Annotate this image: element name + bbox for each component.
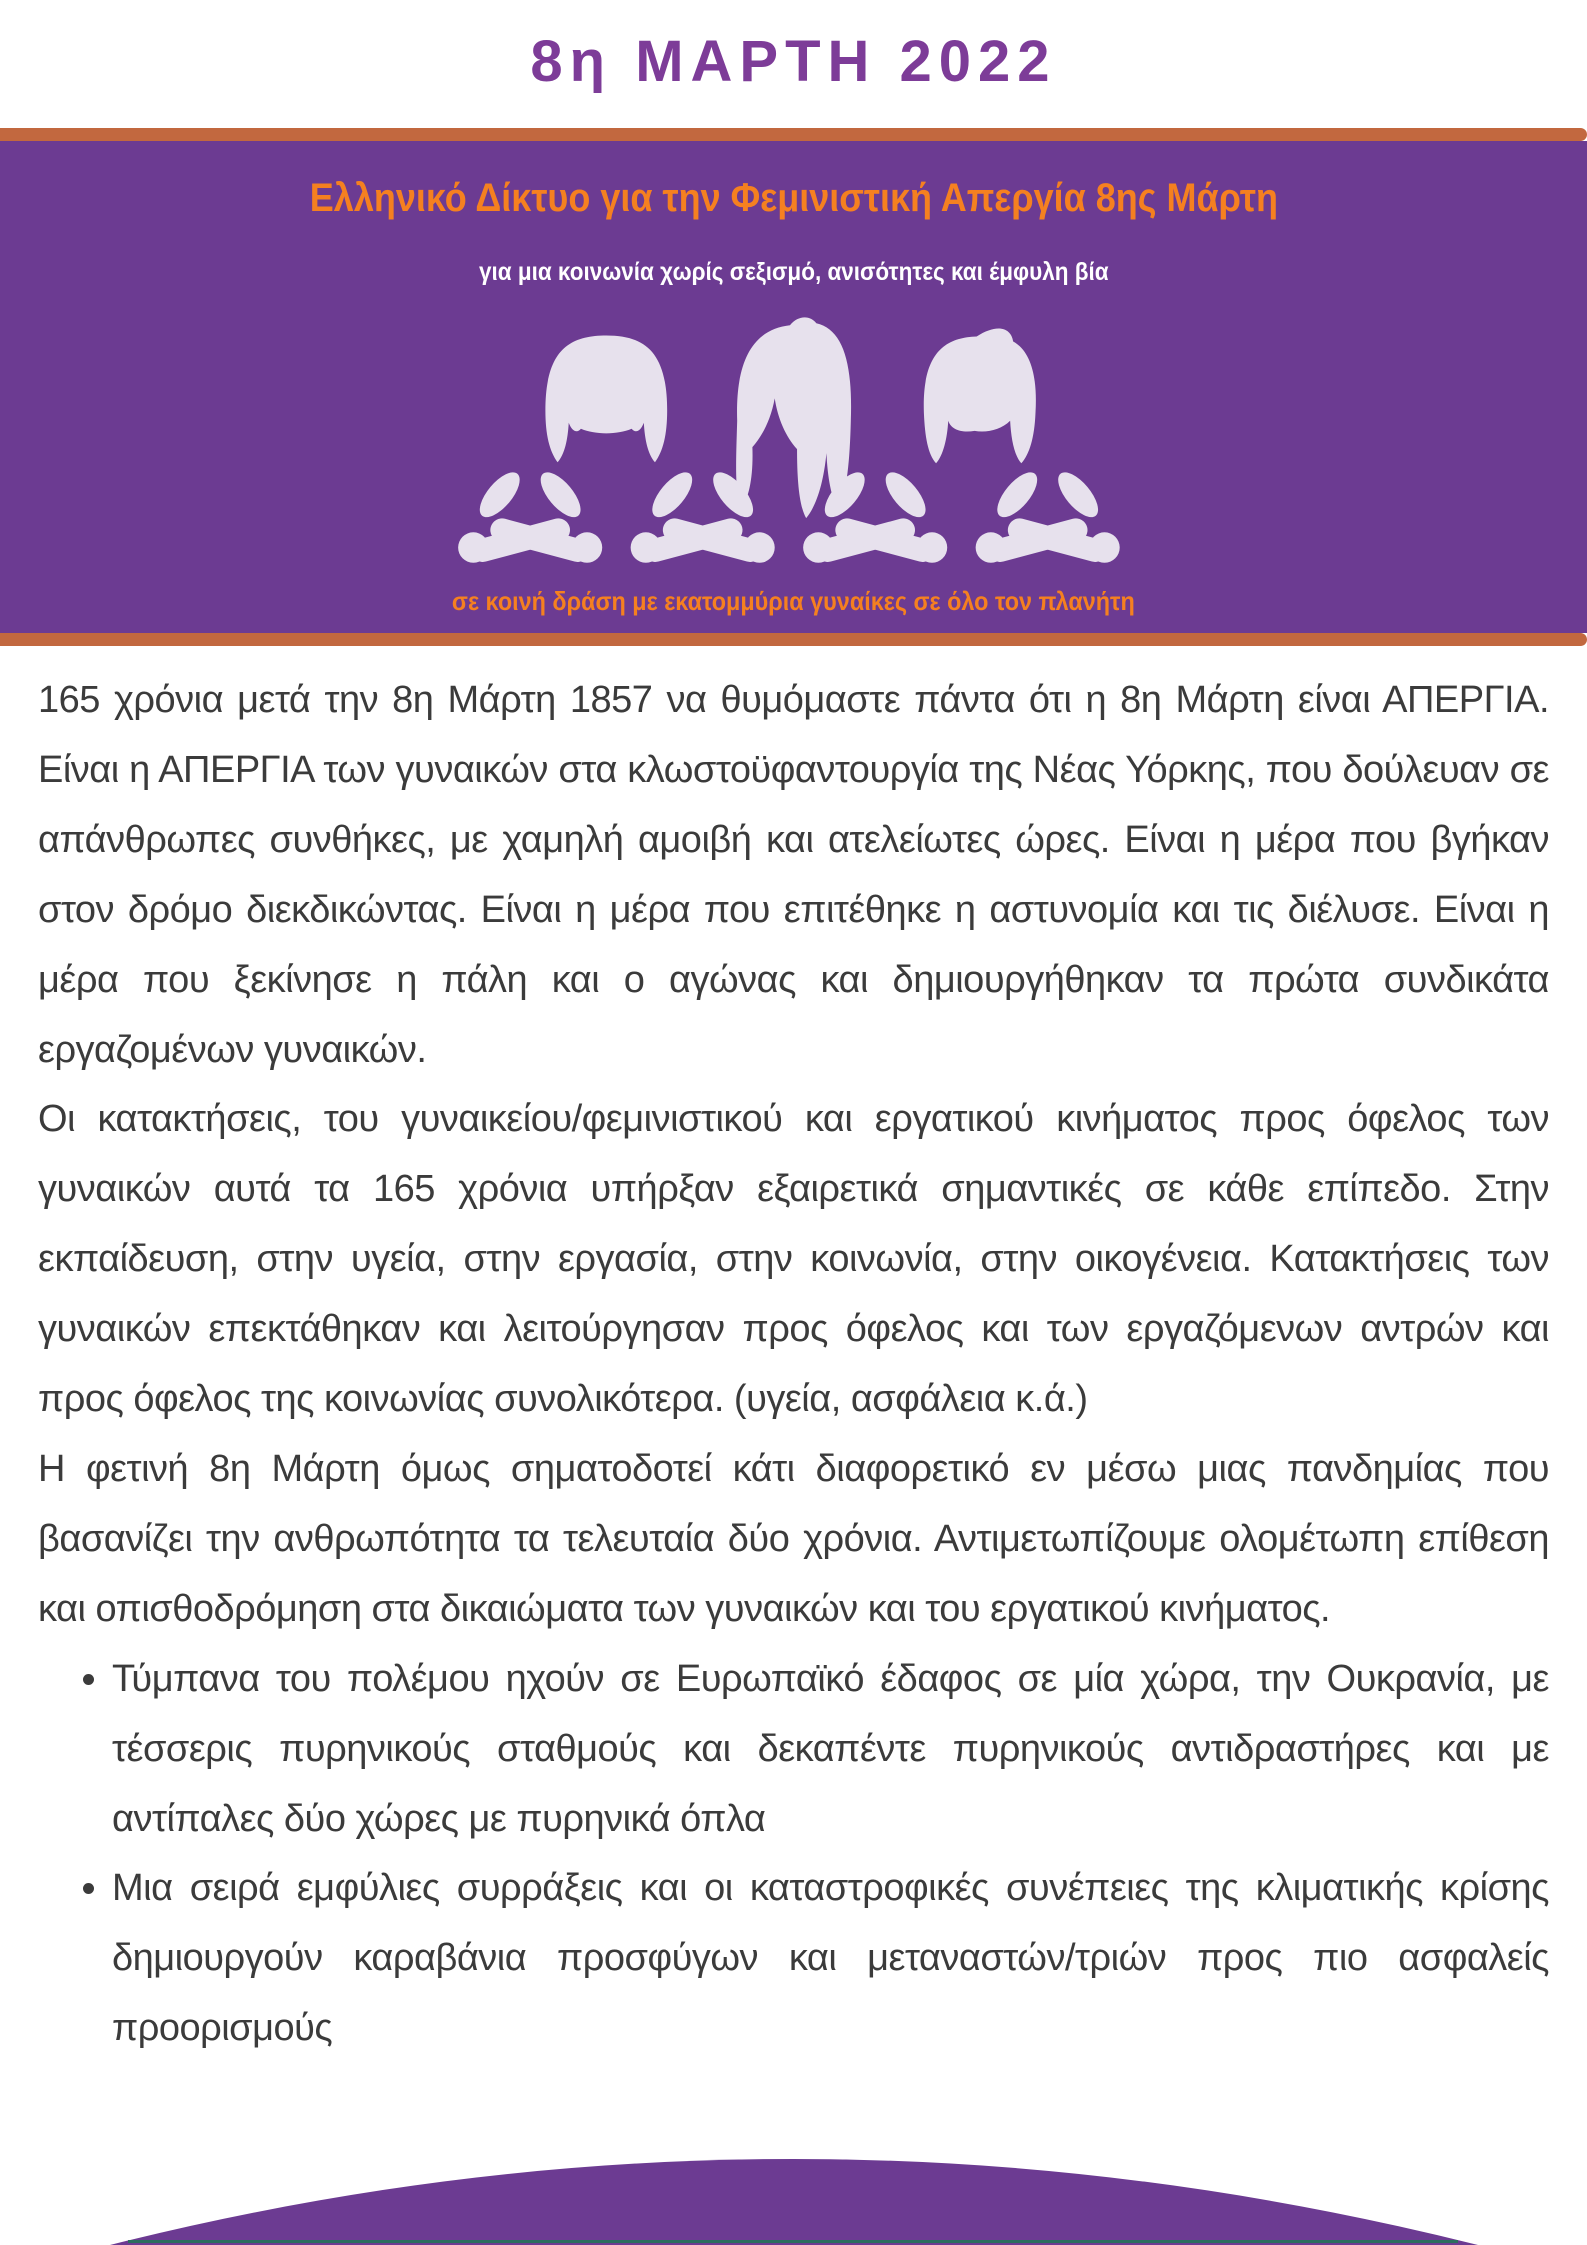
hair-long-silhouette [736,317,851,518]
hair-bob-silhouette [545,335,667,462]
bullet-list [38,1645,1549,2064]
body-text [0,666,1587,2064]
banner-top-bar [0,128,1587,141]
women-fists-illustration [449,309,1139,575]
paragraph-achievements: Οι κατακτήσεις, του γυναικείου/φεμινιστικού και εργατικού κινήματος προς όφελος των γυναικών αυτά τα 165 χρόνια υπήρξαν εξαιρετικά σημαντικές σε κάθε επίπεδο. Στην εκπαίδευση, στην υγεία, στην εργασία, στην κοινωνία, στην οικογένεια. Κατακτήσεις των γυναικών επεκτάθηκαν και λειτούργησαν προς όφελος και των εργαζόμενων αντρών και προς όφελος της κοινωνίας συνολικότερα. (υγεία, ασφάλεια κ.ά.) [38,1098,1549,1421]
hair-silhouettes [545,317,1035,518]
banner-heading [0,175,1587,221]
banner-subheading [0,257,1587,287]
banner-heading-text: Ελληνικό Δίκτυο για την Φεμινιστική Απεργία 8ης Μάρτη [309,176,1278,220]
footer-dome [0,2159,1587,2245]
banner-tagline-text: σε κοινή δράση με εκατομμύρια γυναίκες σε όλο τον πλανήτη [452,586,1135,616]
banner-body [0,141,1587,633]
banner-subheading-text: για μια κοινωνία χωρίς σεξισμό, ανισότητες και έμφυλη βία [478,258,1109,286]
banner-tagline [0,585,1587,617]
banner [0,128,1587,646]
page-title: 8η ΜΑΡΤΗ 2022 [530,29,1057,94]
footer-strip [128,2240,1458,2243]
paragraph-history: 165 χρόνια μετά την 8η Μάρτη 1857 να θυμόμαστε πάντα ότι η 8η Μάρτη είναι ΑΠΕΡΓΙΑ. Είναι η ΑΠΕΡΓΙΑ των γυναικών στα κλωστοϋφαντουργία της Νέας Υόρκης, που δούλευαν σε απάνθρωπες συνθήκες, με χαμηλή αμοιβή και ατελείωτες ώρες. Είναι η μέρα που βγήκαν στον δρόμο διεκδικώντας. Είναι η μέρα που επιτέθηκε η αστυνομία και τις διέλυσε. Είναι η μέρα που ξεκίνησε η πάλη και ο αγώνας και δημιουργήθηκαν τα πρώτα συνδικάτα εργαζομένων γυναικών. [38,679,1549,1071]
list-item-war: • Τύμπανα του πολέμου ηχούν σε Ευρωπαϊκό έδαφος σε μία χώρα, την Ουκρανία, με τέσσερις πυρηνικούς σταθμούς και δεκαπέντε πυρηνικούς αντιδραστήρες και με αντίπαλες δύο χώρες με πυρηνικά όπλα [112,1645,1549,1855]
list-item-refugees: • Μια σειρά εμφύλιες συρράξεις και οι καταστροφικές συνέπειες της κλιματικής κρίσης δημιουργούν καραβάνια προσφύγων και μεταναστών/τριών προς πιο ασφαλείς προορισμούς [112,1854,1549,2064]
crossed-fists-row [458,466,1120,565]
hair-shag-silhouette [923,328,1035,463]
banner-bottom-bar [0,633,1587,646]
paragraph-this-year: Η φετινή 8η Μάρτη όμως σηματοδοτεί κάτι διαφορετικό εν μέσω μιας πανδημίας που βασανίζει την ανθρωπότητα τα τελευταία δύο χρόνια. Αντιμετωπίζουμε ολομέτωπη επίθεση και οπισθοδρόμηση στα δικαιώματα των γυναικών και του εργατικού κινήματος. [38,1447,1549,1630]
